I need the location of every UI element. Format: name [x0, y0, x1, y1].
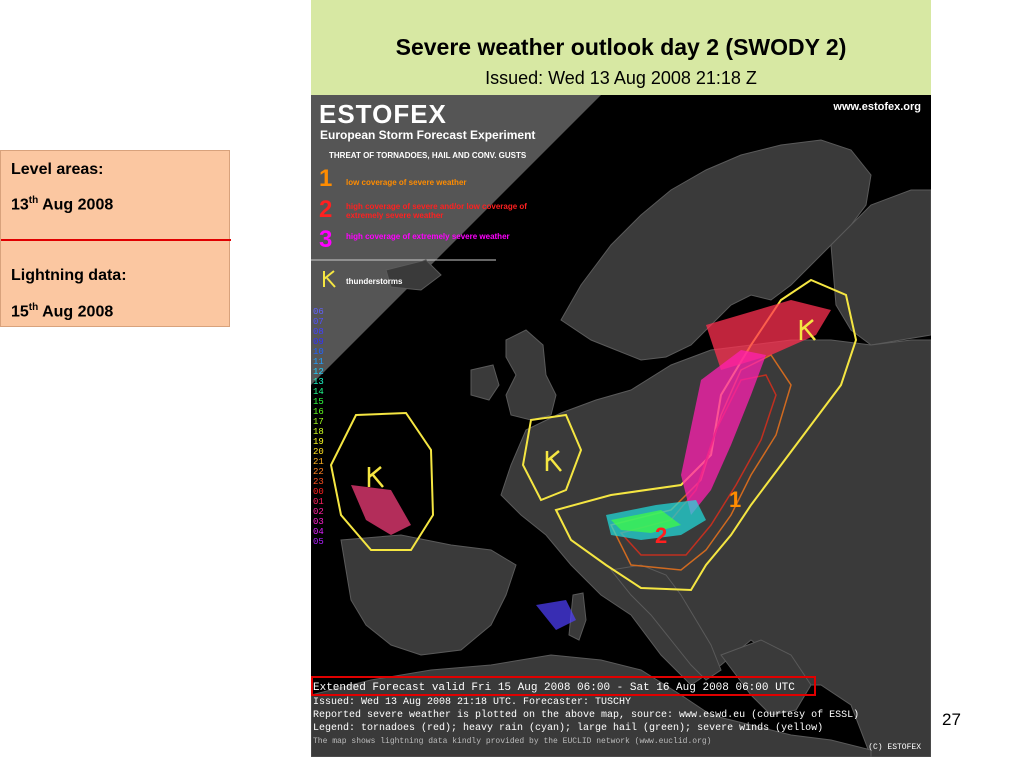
hour-label: 22 [313, 467, 324, 477]
reported-weather-line: Reported severe weather is plotted on the above map, source: www.eswd.eu (courtesy of ESSL) [313, 710, 860, 721]
level-3-text: high coverage of extremely severe weather [346, 232, 510, 241]
hour-label: 03 [313, 517, 324, 527]
level-rest: Aug 2008 [38, 196, 114, 214]
page-number: 27 [942, 710, 961, 729]
hour-label: 13 [313, 377, 324, 387]
hour-label: 07 [313, 317, 324, 327]
europe-map-graphic [311, 95, 931, 757]
hour-label: 11 [313, 357, 324, 367]
thunderstorm-icon-iberia [369, 467, 383, 487]
level-2-number: 2 [319, 196, 333, 223]
lightning-data-label: Lightning data: [11, 267, 127, 284]
hour-label: 23 [313, 477, 324, 487]
hour-color-scale [313, 307, 324, 547]
hour-label: 05 [313, 537, 324, 547]
level-day: 13 [11, 196, 29, 214]
great-britain [506, 330, 556, 420]
level-1-number: 1 [319, 165, 333, 192]
info-box [0, 150, 230, 327]
lightning-data-date [11, 302, 113, 321]
hour-label: 17 [313, 417, 324, 427]
hour-label: 02 [313, 507, 324, 517]
lightning-rest: Aug 2008 [38, 303, 114, 321]
estofex-map [311, 95, 931, 757]
iberia [341, 535, 516, 655]
lightning-day: 15 [11, 303, 29, 321]
forecast-validity-line: Extended Forecast valid Fri 15 Aug 2008 06:00 - Sat 16 Aug 2008 06:00 UTC [313, 682, 795, 694]
lightning-iberia [351, 485, 411, 535]
ireland [471, 365, 499, 400]
level-2-text: high coverage of severe and/or low coverage of extremely severe weather [346, 202, 527, 220]
slide-title: Severe weather outlook day 2 (SWODY 2) [395, 34, 847, 60]
hour-label: 09 [313, 337, 324, 347]
hour-label: 04 [313, 527, 324, 537]
thunderstorm-icon [321, 269, 337, 289]
lightning-sup: th [28, 302, 39, 313]
hour-label: 08 [313, 327, 324, 337]
lightning-note-line: The map shows lightning data kindly provided by the EUCLID network (www.euclid.org) [313, 737, 712, 746]
hour-label: 14 [313, 387, 324, 397]
hour-label: 19 [313, 437, 324, 447]
hour-label: 15 [313, 397, 324, 407]
hour-label: 16 [313, 407, 324, 417]
level-areas-date [11, 195, 113, 214]
level-1-text: low coverage of severe weather [346, 178, 467, 187]
hour-label: 12 [313, 367, 324, 377]
level-3-number: 3 [319, 226, 333, 253]
level-sup: th [28, 195, 39, 206]
map-level-2-label: 2 [655, 523, 668, 548]
level-areas-label: Level areas: [11, 161, 104, 178]
hour-label: 01 [313, 497, 324, 507]
map-level-1-label: 1 [729, 487, 742, 512]
legend-line: Legend: tornadoes (red); heavy rain (cyan); large hail (green); severe winds (yellow) [313, 723, 824, 734]
thunderstorms-label: thunderstorms [346, 277, 403, 286]
copyright: (C) ESTOFEX [868, 743, 921, 752]
hour-label: 18 [313, 427, 324, 437]
issued-subtitle: Issued: Wed 13 Aug 2008 21:18 Z [485, 68, 757, 88]
estofex-website: www.estofex.org [833, 101, 921, 113]
estofex-subtitle: European Storm Forecast Experiment [320, 128, 536, 142]
hour-label: 10 [313, 347, 324, 357]
issued-forecaster-line: Issued: Wed 13 Aug 2008 21:18 UTC. Forecaster: TUSCHY [313, 697, 632, 708]
hour-label: 00 [313, 487, 324, 497]
legend-heading: THREAT OF TORNADOES, HAIL AND CONV. GUSTS [329, 151, 527, 160]
hour-label: 21 [313, 457, 324, 467]
slide-header [311, 0, 931, 95]
divider [1, 239, 231, 241]
estofex-logo: ESTOFEX [319, 99, 447, 129]
hour-label: 20 [313, 447, 324, 457]
hour-label: 06 [313, 307, 324, 317]
